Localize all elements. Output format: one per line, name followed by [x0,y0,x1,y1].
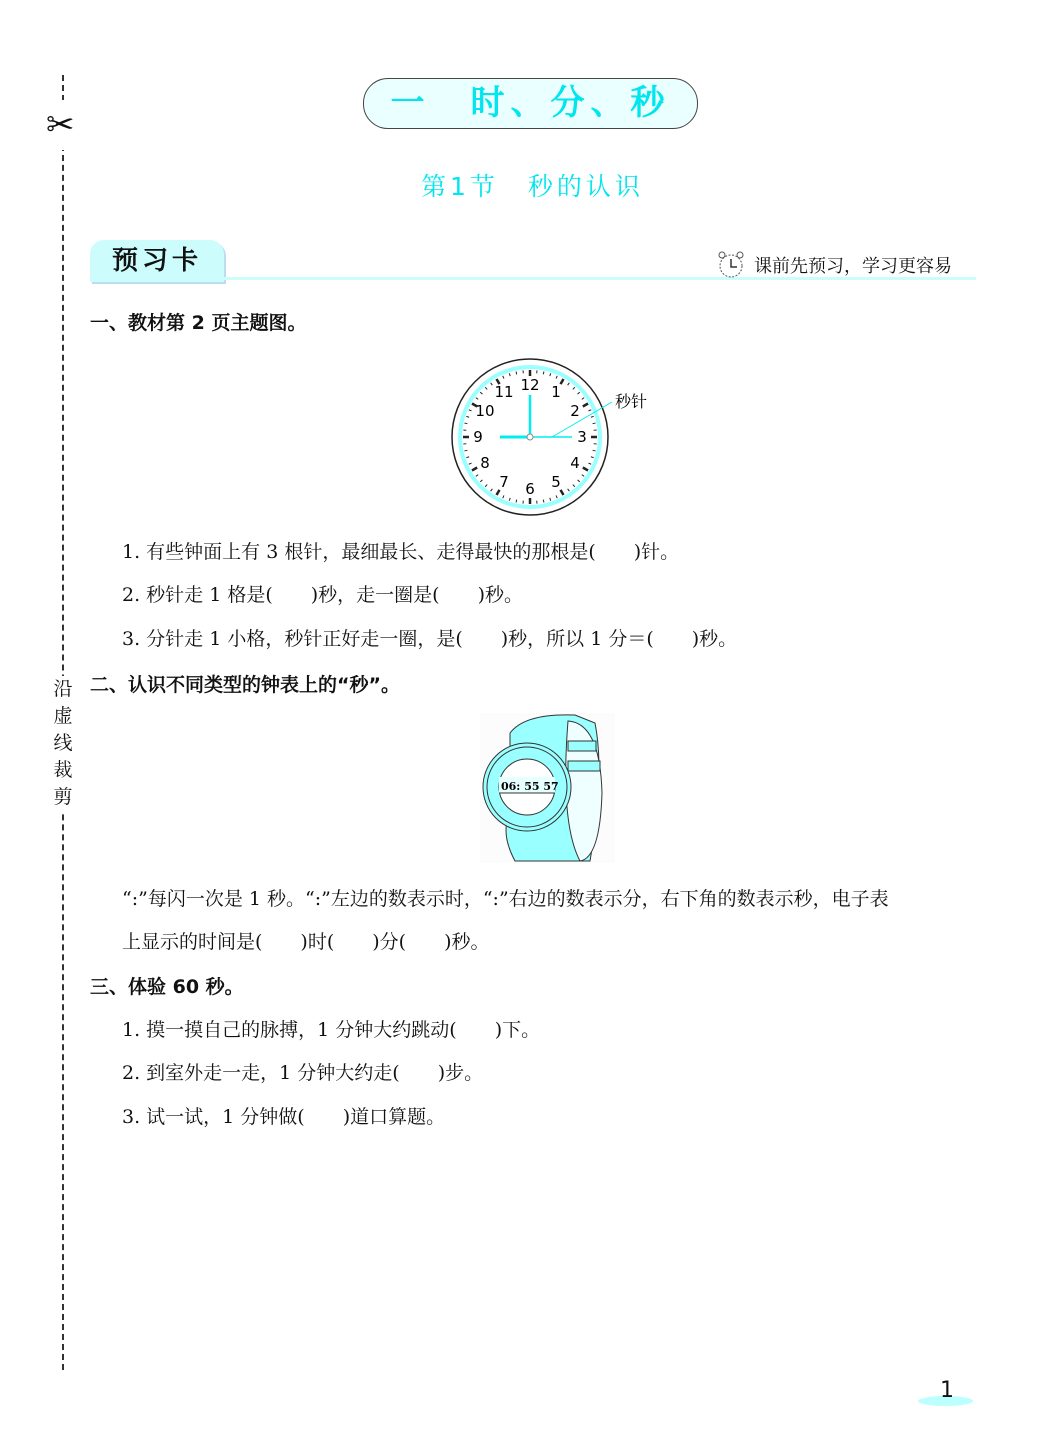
second-hand-label: 秒针 [615,392,648,411]
question: 1. 有些钟面上有 3 根针，最细最长、走得最快的那根是( )针。 [122,541,680,563]
question: 3. 试一试，1 分钟做( )道口算题。 [122,1106,446,1128]
digital-watch [480,713,615,863]
part1-heading: 一、教材第 2 页主题图。 [90,312,307,334]
tick-mark [464,450,467,451]
unit-title: 一 时、分、秒 [363,78,698,129]
section-title: 第1节 秒的认识 [421,172,644,201]
clock-number: 1 [551,382,561,401]
clock-center [527,434,533,440]
tagline [716,250,952,280]
tagline-text: 课前先预习，学习更容易 [754,256,952,277]
tick-mark [593,423,596,424]
page-number: 1 [918,1378,973,1408]
clock-number: 10 [475,402,495,420]
watch-display: 06: 55 57 [501,780,559,793]
paragraph: “:”每闪一次是 1 秒。“:”左边的数表示时，“:”右边的数表示分，右下角的数表示秒，电子表 [122,888,889,910]
tick-mark [516,371,517,374]
question: 2. 到室外走一走，1 分钟大约走( )步。 [122,1062,484,1084]
clock-number: 8 [480,454,490,472]
tick-mark [593,450,596,451]
tick-mark [543,371,544,374]
question: 上显示的时间是( )时( )分( )秒。 [122,931,490,953]
clock-number: 4 [570,454,580,472]
question: 3. 分针走 1 小格，秒针正好走一圈，是( )秒，所以 1 分＝( )秒。 [122,628,738,650]
tick-mark [516,500,517,503]
clock-number: 6 [525,480,535,498]
cut-label: 沿虚线裁剪 [52,676,74,811]
clock-number: 7 [499,473,509,492]
tick-mark [464,423,467,424]
scissors-icon: ✂ [46,100,75,150]
alarm-clock-icon [716,250,746,280]
tick-mark [543,500,544,503]
clock-number: 3 [577,428,587,446]
clock-number: 2 [570,402,580,420]
clock-number: 11 [494,382,514,401]
clock-number: 9 [473,428,483,446]
analog-clock [450,355,670,520]
clock-number: 12 [520,376,540,394]
preview-card-label: 预习卡 [90,240,224,282]
question: 2. 秒针走 1 格是( )秒，走一圈是( )秒。 [122,584,523,606]
part3-heading: 三、体验 60 秒。 [90,976,244,998]
question: 1. 摸一摸自己的脉搏，1 分钟大约跳动( )下。 [122,1019,541,1041]
part2-heading: 二、认识不同类型的钟表上的“秒”。 [90,674,400,696]
clock-number: 5 [551,473,561,492]
